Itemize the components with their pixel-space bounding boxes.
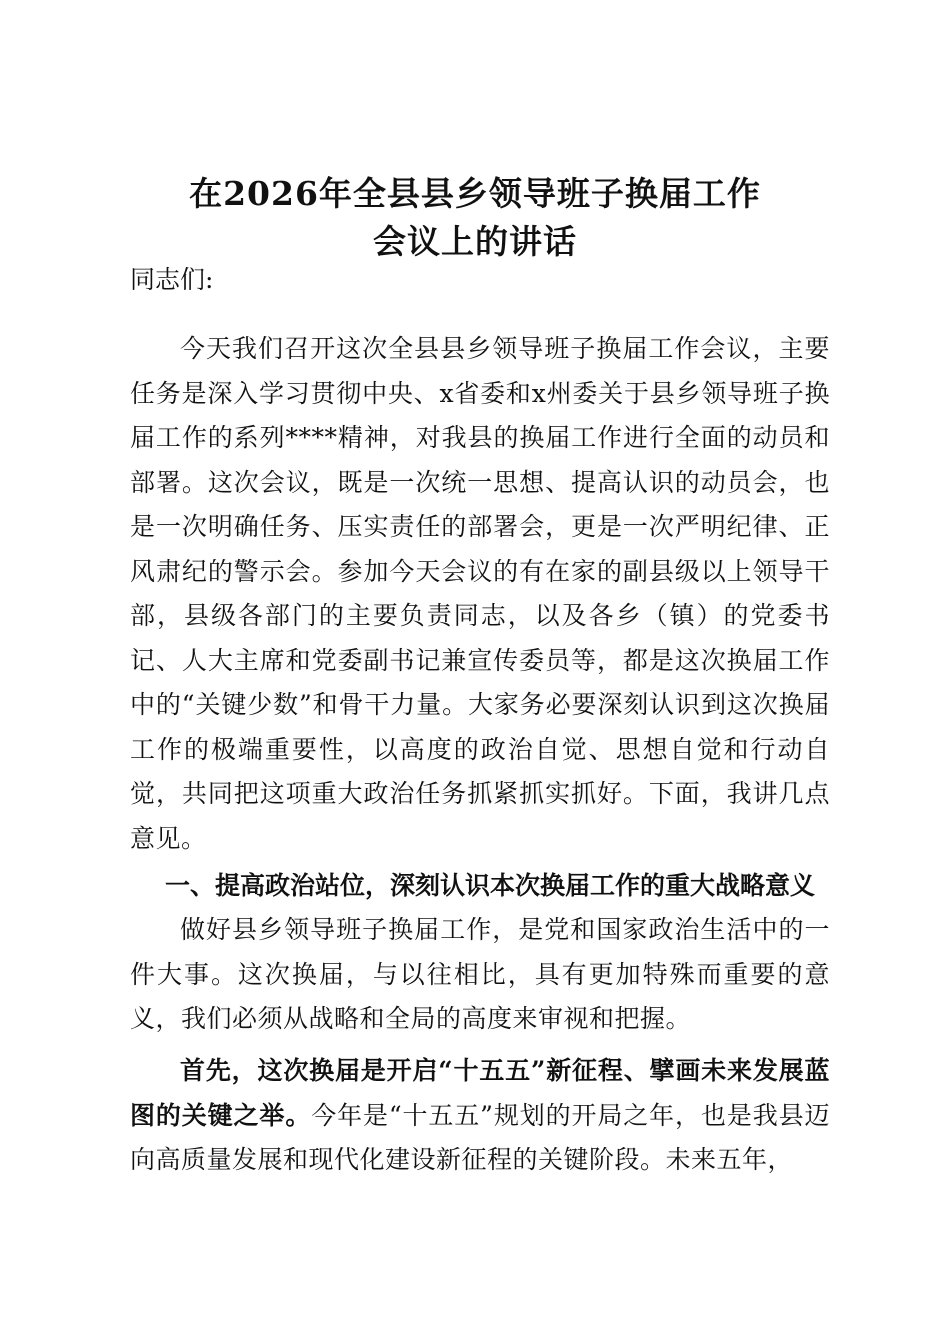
title-line-2: 会议上的讲话 <box>373 222 577 261</box>
paragraph-2: 做好县乡领导班子换届工作，是党和国家政治生活中的一件大事。这次换届，与以往相比，具有更加特殊而重要的意义，我们必须从战略和全局的高度来审视和把握。 <box>130 915 830 1033</box>
salutation: 同志们: <box>130 265 214 294</box>
paragraph-1: 今天我们召开这次全县县乡领导班子换届工作会议，主要任务是深入学习贯彻中央、x省委和x州委关于县乡领导班子换届工作的系列****精神，对我县的换届工作进行全面的动员和部署。这次会议，既是一次统一思想、提高认识的动员会，也是一次明确任务、压实责任的部署会，更是一次严明纪律、正风肃纪的警示会。参加今天会议的有在家的副县级以上领导干部，县级各部门的主要负责同志，以及各乡（镇）的党委书记、人大主席和党委副书记兼宣传委员等，都是这次换届工作中的“关键少数”和骨干力量。大家务必要深刻认识到这次换届工作的极端重要性，以高度的政治自觉、思想自觉和行动自觉，共同把这项重大政治任务抓紧抓实抓好。下面，我讲几点意见。 <box>130 334 830 853</box>
title-line-1: 在2026年全县县乡领导班子换届工作 <box>189 174 761 213</box>
paragraph-3-text: 今年是“十五五”规划的开局之年，也是我县迈向高质量发展和现代化建设新征程的关键阶段。未来五年， <box>130 1100 830 1174</box>
paragraph-3-lead: 首先，这次换届是开启“十五五”新征程、擘画未来发展蓝图的关键之举。 <box>130 1056 830 1130</box>
section-heading-1: 一、提高政治站位，深刻认识本次换届工作的重大战略意义 <box>165 871 816 900</box>
paragraph-3 <box>130 1049 830 1183</box>
